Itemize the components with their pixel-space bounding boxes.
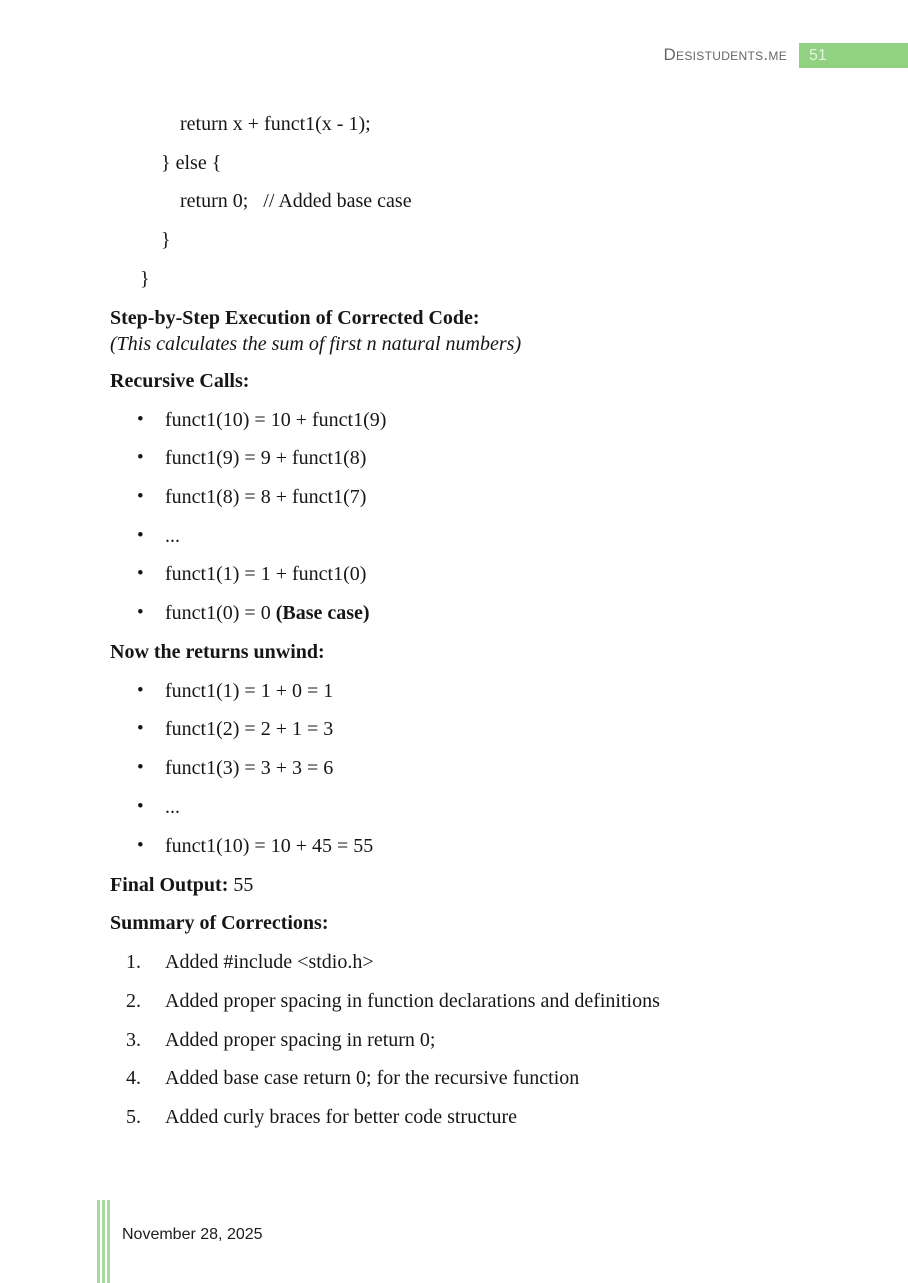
base-case-label: (Base case): [275, 602, 370, 625]
footer-date: November 28, 2025: [122, 1226, 263, 1243]
list-item: Added curly braces for better code structure: [165, 1106, 518, 1129]
code-line: }: [140, 267, 150, 290]
list-item-text: funct1(0) = 0: [165, 602, 271, 625]
list-item: • funct1(10) = 10 + 45 = 55: [110, 827, 850, 866]
final-output-value: 55: [233, 874, 254, 897]
accent-line: [107, 1200, 110, 1283]
page-number-badge: [799, 43, 908, 68]
code-line: } else {: [161, 151, 222, 174]
list-item: • funct1(1) = 1 + 0 = 1: [110, 672, 850, 711]
list-item: • funct1(1) = 1 + funct1(0): [110, 555, 850, 594]
recursive-calls-list: [110, 401, 850, 633]
code-block: [110, 105, 850, 299]
list-item: • funct1(3) = 3 + 3 = 6: [110, 749, 850, 788]
summary-heading: Summary of Corrections:: [110, 912, 329, 935]
accent-line: [97, 1200, 100, 1283]
list-item: • funct1(10) = 10 + funct1(9): [110, 401, 850, 440]
code-line: return x + funct1(x - 1);: [180, 113, 371, 135]
page-number: 51: [809, 47, 827, 64]
list-item: Added proper spacing in return 0;: [165, 1028, 436, 1051]
code-line: }: [161, 229, 171, 252]
list-item: Added base case return 0; for the recursive function: [165, 1067, 580, 1090]
list-item: • ...: [110, 517, 850, 556]
final-output: [110, 872, 850, 898]
summary-list: [110, 943, 850, 1137]
page-content: [110, 105, 850, 1137]
accent-line: [102, 1200, 105, 1283]
code-line: return 0; // Added base case: [180, 190, 412, 213]
list-item: Added #include <stdio.h>: [165, 951, 374, 974]
list-item: • ...: [110, 788, 850, 827]
list-item: • funct1(2) = 2 + 1 = 3: [110, 710, 850, 749]
unwind-list: [110, 672, 850, 866]
step-execution-heading: Step-by-Step Execution of Corrected Code:: [110, 306, 480, 329]
list-item: • funct1(8) = 8 + funct1(7): [110, 478, 850, 517]
recursive-calls-heading: Recursive Calls:: [110, 369, 250, 392]
footer-accent-lines: [97, 1200, 110, 1283]
final-output-label: Final Output:: [110, 874, 229, 897]
list-item: • funct1(9) = 9 + funct1(8): [110, 439, 850, 478]
site-brand: Desistudents.me: [663, 45, 787, 64]
unwind-heading: Now the returns unwind:: [110, 640, 325, 663]
list-item: Added proper spacing in function declarations and definitions: [165, 989, 660, 1012]
list-item: [110, 594, 850, 633]
step-execution-subtitle: (This calculates the sum of first n natural numbers): [110, 332, 522, 355]
